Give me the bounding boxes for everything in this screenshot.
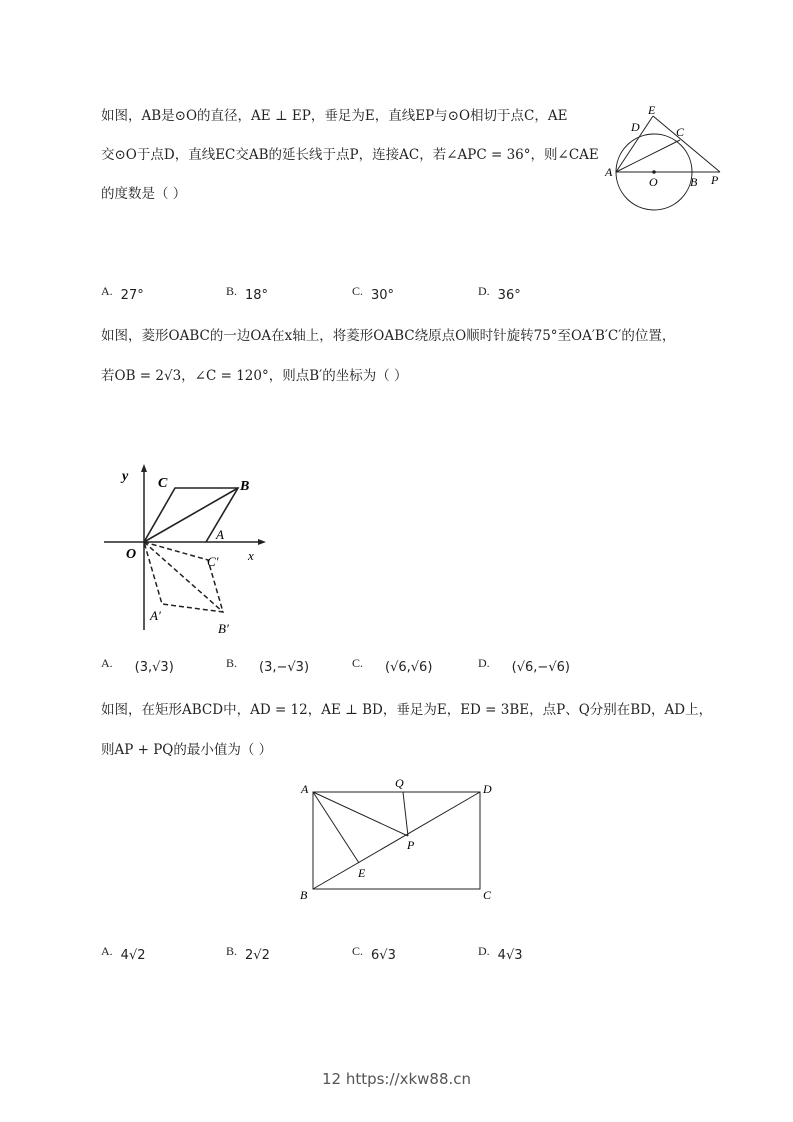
option-value: 30° xyxy=(371,288,395,303)
question-8-figure xyxy=(295,775,505,905)
option-b[interactable] xyxy=(226,944,270,963)
option-label: D. xyxy=(478,284,490,298)
option-value: 2√2 xyxy=(245,948,270,963)
question-6-line-2: 交⊙O于点D，直线EC交AB的延长线于点P，连接AC，若∠APC = 36°，则∠CAE xyxy=(101,147,599,163)
label-E: E xyxy=(358,866,366,880)
option-a[interactable] xyxy=(101,944,146,963)
label-Q: Q xyxy=(395,776,404,790)
question-7-line-2: 若OB = 2√3，∠C = 120°，则点B′的坐标为（ ） xyxy=(101,368,408,384)
label-C: C xyxy=(483,888,492,902)
question-8-line-2: 则AP + PQ的最小值为（ ） xyxy=(101,742,273,758)
label-A: A xyxy=(605,165,613,179)
option-a[interactable] xyxy=(101,284,144,303)
label-P: P xyxy=(711,173,719,187)
question-6-figure xyxy=(598,100,728,230)
option-label: B. xyxy=(226,944,238,958)
option-label: C. xyxy=(352,656,364,670)
label-A: A xyxy=(301,782,309,796)
option-value: (√6,−√6) xyxy=(511,660,570,675)
label-E: E xyxy=(648,103,656,117)
label-D: D xyxy=(483,782,492,796)
option-value: (3,−√3) xyxy=(259,660,310,675)
option-label: C. xyxy=(352,944,364,958)
question-7-figure xyxy=(100,460,270,640)
option-b[interactable] xyxy=(226,656,310,675)
option-d[interactable] xyxy=(478,944,523,963)
option-label: C. xyxy=(352,284,364,298)
label-B: B xyxy=(240,479,250,494)
label-B: B xyxy=(690,175,698,189)
label-A-prime: A′ xyxy=(150,608,161,623)
option-label: B. xyxy=(226,656,238,670)
option-value: (3,√3) xyxy=(134,660,174,675)
option-value: (√6,√6) xyxy=(385,660,433,675)
label-y: y xyxy=(122,469,129,484)
option-value: 27° xyxy=(120,288,144,303)
label-P: P xyxy=(407,838,415,852)
option-value: 4√2 xyxy=(120,948,146,963)
option-label: D. xyxy=(478,656,490,670)
question-6-line-3: 的度数是（ ） xyxy=(101,186,187,202)
page-footer: 12 https://xkw88.cn xyxy=(321,1070,472,1088)
question-6-line-1: 如图，AB是⊙O的直径，AE ⊥ EP，垂足为E，直线EP与⊙O相切于点C，AE xyxy=(101,108,568,124)
option-label: B. xyxy=(226,284,238,298)
option-label: A. xyxy=(101,284,113,298)
question-8-line-1: 如图，在矩形ABCD中，AD = 12，AE ⊥ BD，垂足为E，ED = 3BE，点P、Q分别在BD，AD上， xyxy=(101,702,713,718)
option-value: 36° xyxy=(497,288,521,303)
label-x: x xyxy=(248,548,254,563)
option-label: D. xyxy=(478,944,490,958)
option-value: 18° xyxy=(245,288,269,303)
option-c[interactable] xyxy=(352,284,395,303)
option-b[interactable] xyxy=(226,284,269,303)
label-O: O xyxy=(649,175,658,189)
label-A: A xyxy=(216,527,224,542)
question-7-line-1: 如图，菱形OABC的一边OA在x轴上，将菱形OABC绕原点O顺时针旋转75°至OA′B′C′的位置， xyxy=(101,328,676,344)
label-B-prime: B′ xyxy=(218,621,229,636)
option-label: A. xyxy=(101,656,113,670)
label-C: C xyxy=(158,476,168,491)
option-c[interactable] xyxy=(352,944,396,963)
option-d[interactable] xyxy=(478,656,570,675)
label-O: O xyxy=(126,547,137,562)
label-D: D xyxy=(631,120,640,134)
option-c[interactable] xyxy=(352,656,433,675)
label-B: B xyxy=(300,888,308,902)
option-d[interactable] xyxy=(478,284,521,303)
option-label: A. xyxy=(101,944,113,958)
option-value: 6√3 xyxy=(371,948,396,963)
option-value: 4√3 xyxy=(497,948,523,963)
option-a[interactable] xyxy=(101,656,174,675)
label-C: C xyxy=(676,125,685,139)
label-C-prime: C′ xyxy=(207,554,219,569)
